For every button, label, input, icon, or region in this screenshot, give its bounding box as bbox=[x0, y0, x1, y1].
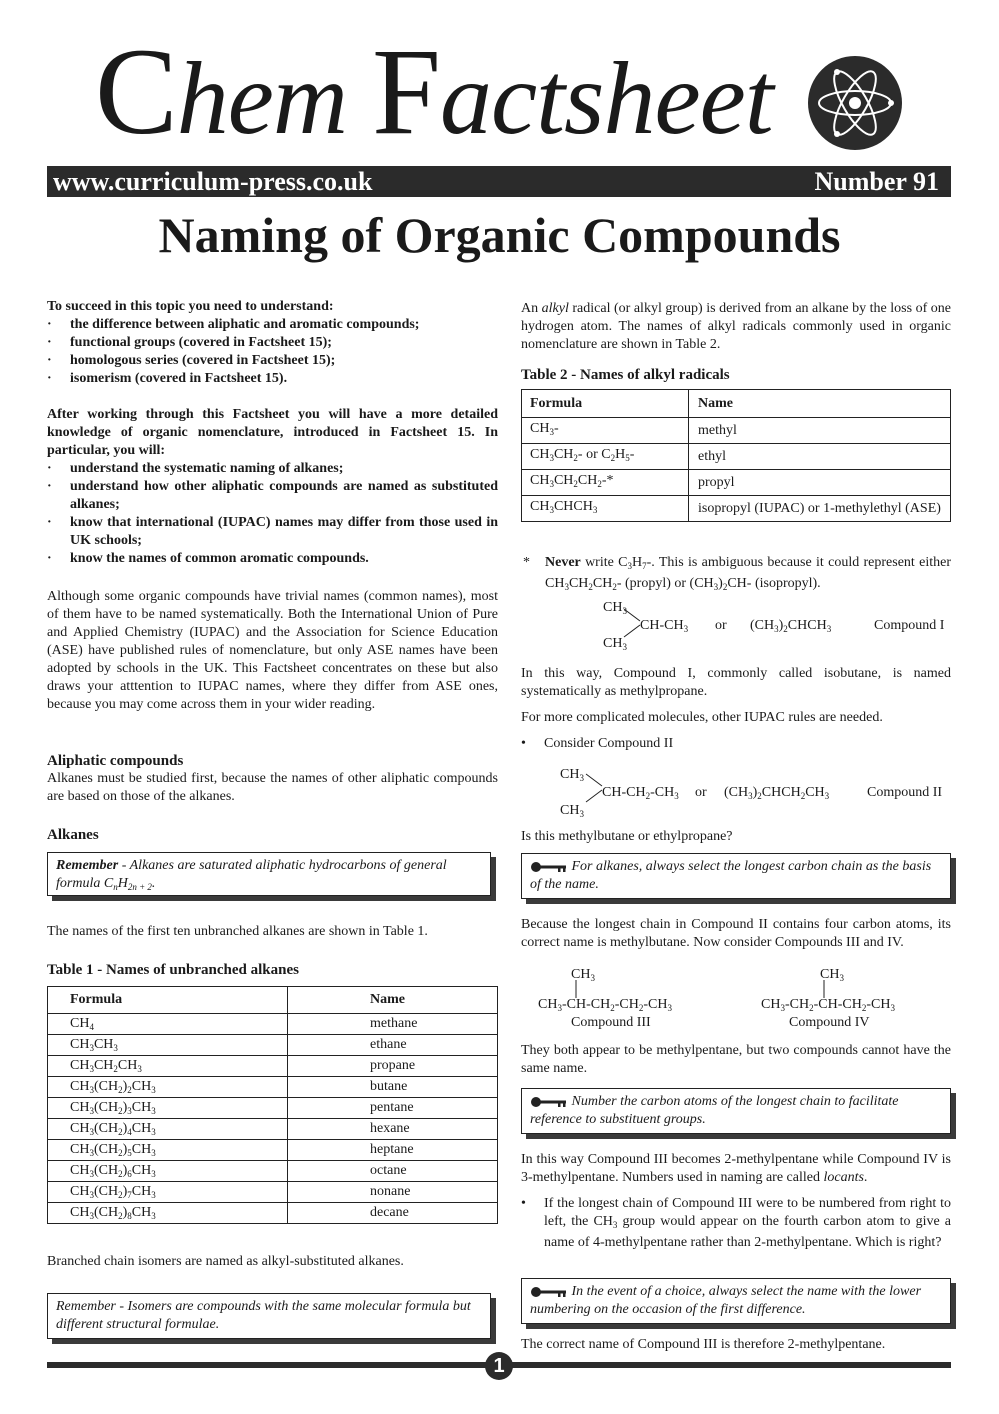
tip-text: For alkanes, always select the longest carbon chain as the basis of the name. bbox=[530, 859, 932, 892]
isobutane-text: In this way, Compound I, commonly called isobutane, is named systematically as methylpropane. bbox=[521, 666, 951, 699]
both-text: They both appear to be methylpentane, but two compounds cannot have the same name. bbox=[521, 1043, 951, 1076]
name-cell: propyl bbox=[689, 470, 951, 496]
remember-label: Remember bbox=[56, 858, 119, 873]
list-item: · know that international (IUPAC) names may differ from those used in UK schools; bbox=[47, 514, 498, 550]
name-cell: decane bbox=[288, 1203, 498, 1224]
list-item: • Consider Compound II bbox=[521, 735, 673, 753]
compound3-label: Compound III bbox=[571, 1015, 651, 1030]
name-cell: nonane bbox=[288, 1182, 498, 1203]
more-text: For more complicated molecules, other IUPAC rules are needed. bbox=[521, 710, 883, 725]
compound3-top: $CH_3$ bbox=[571, 967, 595, 983]
formula-cell: $CH_3CH_2CH_2-*$ bbox=[522, 470, 689, 496]
compound2-or: or bbox=[695, 785, 707, 800]
formula-cell: $CH_3(CH_2)_7CH_3$ bbox=[48, 1182, 288, 1203]
alkyl-intro bbox=[521, 300, 951, 354]
intro-heading: To succeed in this topic you need to understand: bbox=[47, 299, 334, 314]
table-row bbox=[48, 1035, 498, 1056]
never-note bbox=[521, 554, 951, 596]
tip-text: In the event of a choice, always select the name with the lower numbering on the occasion of the first difference. bbox=[530, 1284, 922, 1317]
formula-h: H bbox=[117, 876, 128, 891]
name-cell: heptane bbox=[288, 1140, 498, 1161]
compound2-bonds bbox=[584, 770, 604, 806]
table-row bbox=[48, 1014, 498, 1035]
compound4-top: $CH_3$ bbox=[820, 967, 844, 983]
column-header: Name bbox=[689, 390, 951, 418]
compound1-bottom: $CH_3$ bbox=[603, 636, 627, 652]
aliphatic-section bbox=[47, 752, 498, 806]
table-header-row bbox=[522, 390, 951, 418]
formula-cell: $CH_3(CH_2)_4CH_3$ bbox=[48, 1119, 288, 1140]
column-header: Formula bbox=[522, 390, 689, 418]
formula-cell: $CH_3CHCH_3$ bbox=[522, 496, 689, 522]
list-item: • If the longest chain of Compound III were to be numbered from right to left, the $CH_3$ group would appear on the fourth carbon atom to give a name of 4-methylpentane rather than 2-methylpentane. Which is right? bbox=[521, 1195, 951, 1252]
because-text: Because the longest chain in Compound II contains four carbon atoms, its correct name is methylbutane. Now consider Compounds III and IV. bbox=[521, 917, 951, 950]
never-bold: Never bbox=[545, 555, 581, 570]
table-row bbox=[48, 1203, 498, 1224]
key-icon bbox=[530, 1286, 568, 1298]
list-item: · understand the systematic naming of alkanes; bbox=[47, 460, 498, 478]
name-cell: butane bbox=[288, 1077, 498, 1098]
alkyl-table bbox=[521, 389, 951, 522]
name-cell: isopropyl (IUPAC) or 1-methylethyl (ASE) bbox=[689, 496, 951, 522]
objectives-list bbox=[47, 460, 498, 568]
formula-cell: $CH_4$ bbox=[48, 1014, 288, 1035]
never-text: write $C_3H_7-$. This is ambiguous because it could represent either $CH_3CH_2CH_2-$ (propyl) or $(CH_3)_2CH-$ (isopropyl). bbox=[545, 555, 951, 592]
name-cell: octane bbox=[288, 1161, 498, 1182]
formula-cell: $CH_3(CH_2)_8CH_3$ bbox=[48, 1203, 288, 1224]
compound1-or: or bbox=[715, 618, 727, 633]
table-row bbox=[48, 1119, 498, 1140]
aliphatic-heading: Aliphatic compounds bbox=[47, 753, 184, 769]
factsheet-number: Number 91 bbox=[814, 167, 939, 196]
aliphatic-text: Alkanes must be studied first, because the names of other aliphatic compounds are based on those of the alkanes. bbox=[47, 771, 498, 804]
compound2-mid: $CH-CH_2-CH_3$ bbox=[602, 785, 679, 801]
table-row bbox=[48, 1098, 498, 1119]
correct-text: The correct name of Compound III is therefore 2-methylpentane. bbox=[521, 1337, 886, 1352]
compound4-chain: $CH_3-CH_2-CH-CH_2-CH_3$ bbox=[761, 997, 895, 1013]
table1-title: Table 1 - Names of unbranched alkanes bbox=[47, 962, 299, 978]
compound2-label: Compound II bbox=[867, 785, 943, 800]
compound1-mid: $CH-CH_3$ bbox=[640, 618, 689, 634]
name-cell: hexane bbox=[288, 1119, 498, 1140]
table-row bbox=[522, 470, 951, 496]
key-icon bbox=[530, 1096, 568, 1108]
consider-list bbox=[521, 735, 673, 753]
remember-box-alkanes bbox=[47, 852, 491, 896]
table-row bbox=[48, 1056, 498, 1077]
branched-text: Branched chain isomers are named as alkyl-substituted alkanes. bbox=[47, 1254, 404, 1269]
table-row bbox=[522, 496, 951, 522]
list-item: · functional groups (covered in Factsheet 15); bbox=[47, 334, 498, 352]
key-icon bbox=[530, 861, 568, 873]
list-item: · know the names of common aromatic compounds. bbox=[47, 550, 498, 568]
remember-text: - Alkanes are saturated aliphatic hydrocarbons of general formula C bbox=[56, 858, 447, 891]
page-number: 1 bbox=[485, 1352, 513, 1380]
alkyl-intro-em: alkyl bbox=[541, 301, 569, 316]
compound2-top: $CH_3$ bbox=[560, 767, 584, 783]
logo-text-actsheet: actsheet bbox=[439, 41, 773, 156]
this-way-text: In this way Compound III becomes 2-methylpentane while Compound IV is 3-methylpentane. Numbers used in naming are called locants. bbox=[521, 1152, 951, 1185]
compound1-top: $CH_3$ bbox=[603, 600, 627, 616]
logo-letter-c: C bbox=[95, 23, 177, 160]
intro-paragraph: Although some organic compounds have trivial names (common names), most of them have to be named systematically. Both the International Union of Pure and Applied Chemistry (IUPAC) and the Association for Science Education (ASE) have published rules of nomenclature, but only ASE names have been adopted by schools in the UK. This Factsheet concentrates on these but also draws your atttention to IUPAC names, where they differ from ASE ones, because you may come across them in your wider reading. bbox=[47, 589, 498, 712]
tip-box-choice bbox=[521, 1278, 951, 1324]
formula-cell: $CH_3CH_2CH_3$ bbox=[48, 1056, 288, 1077]
tip-text: Number the carbon atoms of the longest chain to facilitate reference to substituent groups. bbox=[530, 1094, 899, 1127]
column-header: Name bbox=[288, 987, 498, 1014]
formula-cell: $CH_3(CH_2)_3CH_3$ bbox=[48, 1098, 288, 1119]
name-cell: methyl bbox=[689, 418, 951, 444]
alkanes-table bbox=[47, 986, 498, 1224]
intro-list bbox=[47, 316, 498, 388]
formula-cell: $CH_3CH_2-$ or $C_2H_5-$ bbox=[522, 444, 689, 470]
table-row bbox=[48, 1077, 498, 1098]
subscript-2n2: 2n + 2 bbox=[127, 882, 152, 892]
compound4-label: Compound IV bbox=[789, 1015, 870, 1030]
name-cell: ethyl bbox=[689, 444, 951, 470]
column-header: Formula bbox=[48, 987, 288, 1014]
website-url: www.curriculum-press.co.uk bbox=[53, 167, 373, 196]
formula-end: . bbox=[151, 876, 156, 891]
table-row bbox=[522, 444, 951, 470]
name-cell: methane bbox=[288, 1014, 498, 1035]
logo-text-hem: hem bbox=[176, 41, 347, 156]
table1-intro: The names of the first ten unbranched alkanes are shown in Table 1. bbox=[47, 924, 428, 939]
name-cell: ethane bbox=[288, 1035, 498, 1056]
table-row bbox=[48, 1161, 498, 1182]
compound1-condensed: $(CH_3)_2CHCH_3$ bbox=[750, 618, 832, 634]
list-item: · homologous series (covered in Factsheet 15); bbox=[47, 352, 498, 370]
list-item: · isomerism (covered in Factsheet 15). bbox=[47, 370, 498, 388]
logo bbox=[95, 23, 773, 160]
intro-section bbox=[47, 298, 498, 388]
atom-icon bbox=[807, 55, 903, 151]
asterisk: * bbox=[523, 555, 530, 570]
logo-letter-f: F bbox=[371, 23, 440, 160]
alkyl-intro-b: radical (or alkyl group) is derived from an alkane by the loss of one hydrogen atom. The names of alkyl radicals commonly used in organic nomenclature are shown in Table 2. bbox=[521, 301, 951, 352]
table2-title: Table 2 - Names of alkyl radicals bbox=[521, 367, 730, 383]
compound3-chain: $CH_3-CH-CH_2-CH_2-CH_3$ bbox=[538, 997, 672, 1013]
subscript-n: n bbox=[113, 882, 118, 892]
tip-box-numbering bbox=[521, 1088, 951, 1134]
name-cell: pentane bbox=[288, 1098, 498, 1119]
formula-cell: $CH_3-$ bbox=[522, 418, 689, 444]
formula-cell: $CH_3(CH_2)_5CH_3$ bbox=[48, 1140, 288, 1161]
bullet-list bbox=[521, 1195, 951, 1252]
table-row bbox=[522, 418, 951, 444]
objectives-section bbox=[47, 406, 498, 568]
table-row bbox=[48, 1182, 498, 1203]
header-bar bbox=[47, 166, 951, 197]
objectives-intro: After working through this Factsheet you will have a more detailed knowledge of organic nomenclature, introduced in Factsheet 15. In particular, you will: bbox=[47, 407, 498, 458]
formula-cell: $CH_3CH_3$ bbox=[48, 1035, 288, 1056]
table-header-row bbox=[48, 987, 498, 1014]
formula-cell: $CH_3(CH_2)_6CH_3$ bbox=[48, 1161, 288, 1182]
compound1-bonds bbox=[622, 605, 642, 641]
formula-cell: $CH_3(CH_2)_2CH_3$ bbox=[48, 1077, 288, 1098]
alkyl-intro-a: An bbox=[521, 301, 542, 316]
compound2-bottom: $CH_3$ bbox=[560, 803, 584, 819]
compound2-condensed: $(CH_3)_2CHCH_2CH_3$ bbox=[724, 785, 830, 801]
tip-box-longest-chain bbox=[521, 853, 951, 899]
table-row bbox=[48, 1140, 498, 1161]
list-item: · understand how other aliphatic compounds are named as substituted alkanes; bbox=[47, 478, 498, 514]
name-cell: propane bbox=[288, 1056, 498, 1077]
alkanes-heading: Alkanes bbox=[47, 827, 99, 843]
remember-box-isomers: Remember - Isomers are compounds with the same molecular formula but different structural formulae. bbox=[47, 1293, 491, 1339]
compound1-label: Compound I bbox=[874, 618, 945, 633]
list-item: · the difference between aliphatic and aromatic compounds; bbox=[47, 316, 498, 334]
question-text: Is this methylbutane or ethylpropane? bbox=[521, 829, 733, 844]
page-title: Naming of Organic Compounds bbox=[158, 207, 841, 263]
